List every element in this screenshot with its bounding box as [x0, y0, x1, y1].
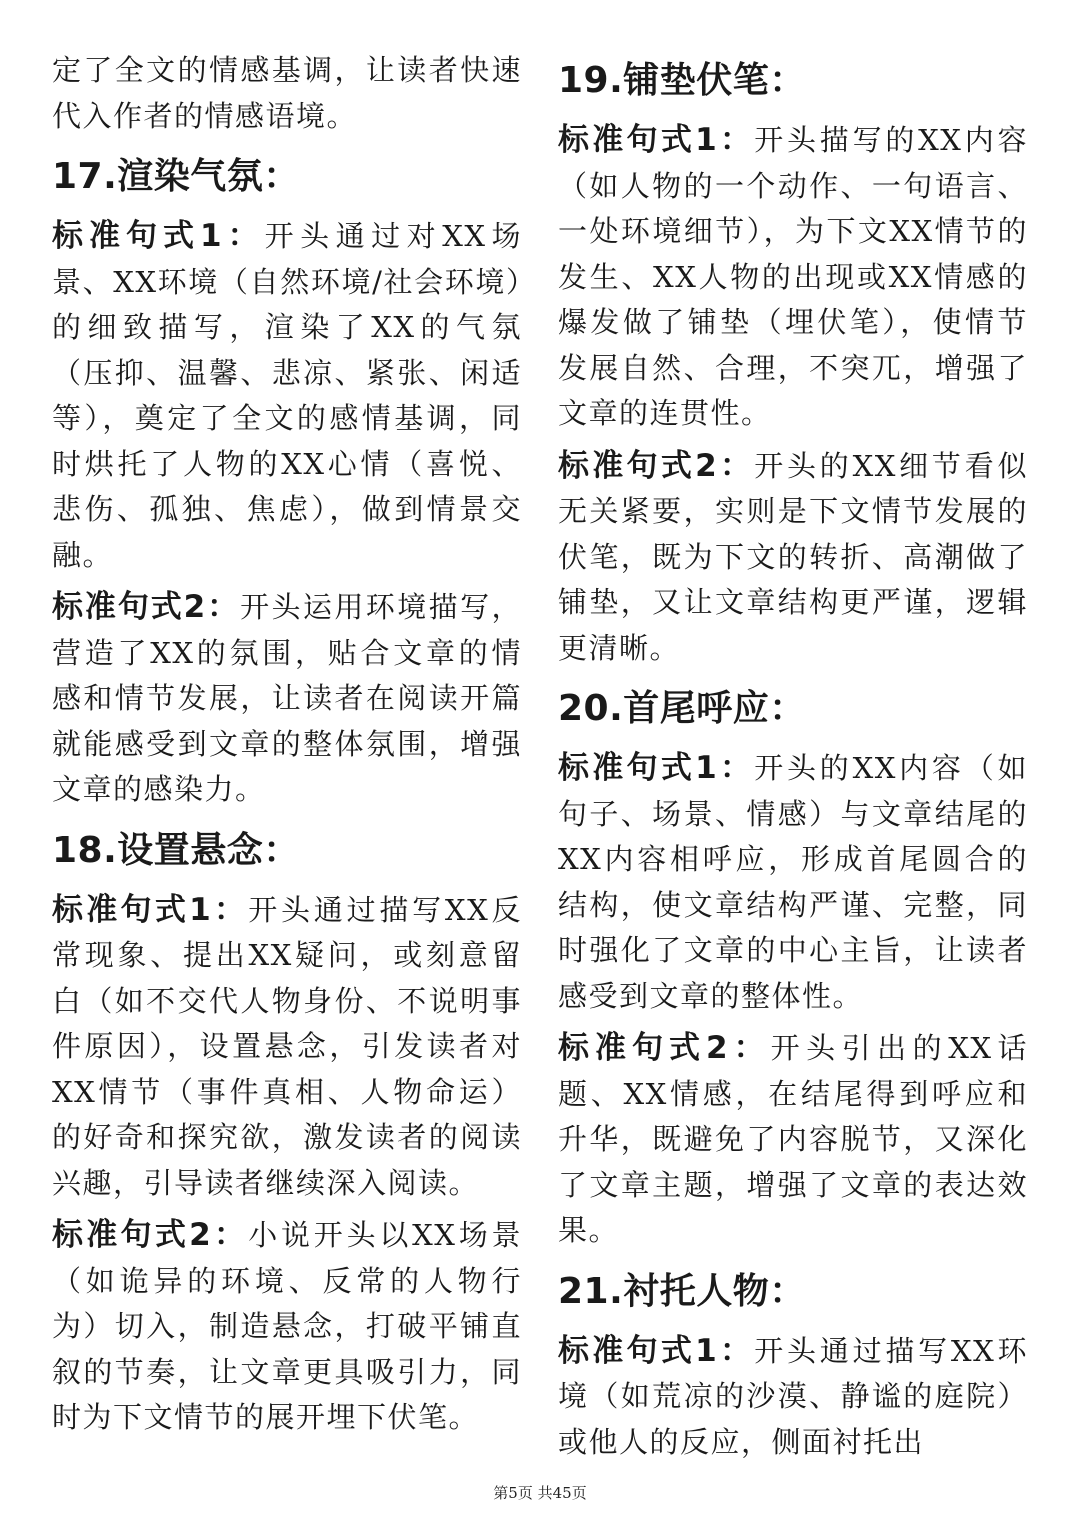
pattern-text: 开头引出的XX话题、XX情感，在结尾得到呼应和升华，既避免了内容脱节，又深化了文章主题，增强了文章的表达效果。	[558, 1031, 1028, 1247]
pattern-text: 开头描写的XX内容（如人物的一个动作、一句语言、一处环境细节），为下文XX情节的发生、XX人物的出现或XX情感的爆发做了铺垫（埋伏笔），使情节发展自然、合理，不突兀，增强了文章的连贯性。	[558, 123, 1028, 430]
section-21-pattern-1	[558, 1329, 1028, 1466]
pattern-label: 标准句式1：	[52, 891, 249, 928]
pattern-label: 标准句式1：	[558, 750, 755, 786]
pattern-label: 标准句式2：	[52, 589, 241, 625]
pattern-label: 标准句式1：	[558, 1332, 755, 1369]
section-18-pattern-2	[52, 1213, 522, 1441]
page-number-footer: 第5页 共45页	[493, 1484, 587, 1502]
section-17-heading: 17.渲染气氛：	[52, 156, 300, 197]
section-20-heading: 20.首尾呼应：	[558, 688, 806, 729]
pattern-label: 标准句式2：	[558, 447, 755, 484]
pattern-label: 标准句式1：	[52, 218, 265, 254]
pattern-label: 标准句式2：	[558, 1030, 771, 1066]
pattern-text: 开头的XX细节看似无关紧要，实则是下文情节发展的伏笔，既为下文的转折、高潮做了铺垫，又让文章结构更严谨，逻辑更清晰。	[558, 448, 1028, 665]
pattern-text: 开头的XX内容（如句子、场景、情感）与文章结尾的XX内容相呼应，形成首尾圆合的结构，使文章结构严谨、完整，同时强化了文章的中心主旨，让读者感受到文章的整体性。	[558, 751, 1028, 1013]
pattern-text: 开头通过对XX场景、XX环境（自然环境/社会环境）的细致描写，渲染了XX的气氛（压抑、温馨、悲凉、紧张、闲适等），奠定了全文的感情基调，同时烘托了人物的XX心情（喜悦、悲伤、孤独、焦虑），做到情景交融。	[52, 219, 522, 572]
pattern-label: 标准句式2：	[52, 1217, 249, 1253]
pattern-text: 小说开头以XX场景（如诡异的环境、反常的人物行为）切入，制造悬念，打破平铺直叙的节奏，让文章更具吸引力，同时为下文情节的展开埋下伏笔。	[52, 1218, 522, 1434]
section-19-heading: 19.铺垫伏笔：	[558, 60, 806, 101]
pattern-label: 标准句式1：	[558, 122, 755, 158]
pattern-text: 开头运用环境描写，营造了XX的氛围，贴合文章的情感和情节发展，让读者在阅读开篇就能感受到文章的整体氛围，增强文章的感染力。	[52, 590, 522, 806]
pattern-text: 开头通过描写XX环境（如荒凉的沙漠、静谧的庭院）或他人的反应，侧面衬托出	[558, 1333, 1028, 1459]
section-19-pattern-2	[558, 444, 1028, 672]
section-17-pattern-2	[52, 585, 522, 813]
section-20-pattern-1	[558, 746, 1028, 1019]
section-17-pattern-1	[52, 214, 522, 578]
section-21-heading: 21.衬托人物：	[558, 1270, 806, 1312]
pattern-text: 开头通过描写XX反常现象、提出XX疑问，或刻意留白（如不交代人物身份、不说明事件原因），设置悬念，引发读者对XX情节（事件真相、人物命运）的好奇和探究欲，激发读者的阅读兴趣，引导读者继续深入阅读。	[52, 892, 522, 1200]
section-18-pattern-1	[52, 888, 522, 1207]
section-20-pattern-2	[558, 1026, 1028, 1254]
section-19-pattern-1	[558, 118, 1028, 437]
left-column	[52, 48, 522, 1448]
right-column	[558, 48, 1028, 1472]
intro-paragraph: 定了全文的情感基调，让读者快速代入作者的情感语境。	[52, 53, 522, 133]
section-18-heading: 18.设置悬念：	[52, 829, 300, 871]
